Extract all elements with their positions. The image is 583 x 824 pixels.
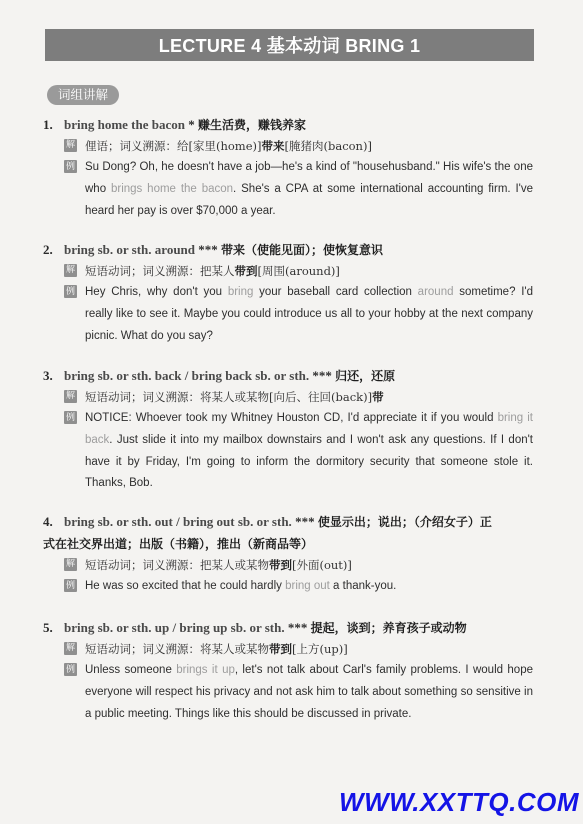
example-badge-icon: 例 (65, 412, 75, 422)
entry-3 (43, 365, 533, 495)
example-text: Su Dong? Oh, he doesn't have a job—he's a kind of "househusband." His wife's the one who (85, 161, 533, 195)
gloss-text: 短语动词；词义溯源：将某人或某物 (85, 642, 269, 656)
example-text: , let's not talk about Carl's family problems. I would hope everyone will respect his privacy and not ask him to talk about something so sensitive in a public meeting. Things like this should be discussed in private. (85, 664, 533, 720)
gloss-text: 短语动词；词义溯源：把某人或某物 (85, 558, 269, 572)
gloss-text: [外面(out)] (292, 558, 352, 572)
entry-example (43, 660, 533, 725)
gloss-bold: 带到 (269, 642, 292, 656)
example-text: . Just slide it into my mailbox downstairs and I won't ask any questions. If I don't have it by Friday, I'm going to inform the dormitory security that someone stole it. Thanks, Bob. (85, 433, 533, 490)
entry-number: 4. (43, 514, 53, 529)
gloss-text: 短语动词；词义溯源：把某人 (85, 264, 235, 278)
example-text: sometime? I'd really like to see it. Maybe you could introduce us all to your hobby at the next company picnic. What do you say? (85, 286, 534, 342)
entry-5 (43, 617, 533, 725)
entry-meaning: 提起，谈到；养育孩子或动物 (310, 621, 467, 635)
entry-heading (43, 365, 533, 387)
site-watermark: WWW.XXTTQ.COM (339, 787, 579, 817)
entry-meaning: 归还，还原 (335, 369, 396, 383)
example-text: Hey Chris, why don't you (85, 286, 228, 298)
example-highlight: bring it back (85, 412, 533, 446)
entry-example (43, 157, 533, 222)
example-highlight: brings it up (176, 664, 235, 676)
gloss-text: [上方(up)] (292, 642, 348, 656)
frequency-stars: *** (312, 368, 332, 383)
entry-gloss (43, 555, 533, 576)
example-badge-icon: 例 (65, 580, 75, 590)
frequency-stars: *** (287, 620, 308, 635)
entry-number: 5. (43, 620, 53, 635)
entry-phrase: bring home the bacon (64, 117, 185, 132)
example-text: NOTICE: Whoever took my Whitney Houston CD, I'd appreciate it if you would (85, 412, 498, 424)
entry-gloss (43, 261, 533, 282)
example-highlight: around (417, 286, 454, 298)
explain-badge-icon: 解 (65, 140, 75, 150)
gloss-text: [腌猪肉(bacon)] (284, 139, 372, 153)
example-text: He was so excited that he could hardly (85, 580, 286, 592)
entry-number: 2. (43, 242, 53, 257)
gloss-bold: 带到 (269, 558, 292, 572)
explain-badge-icon: 解 (65, 643, 75, 653)
entry-meaning: 使显示出；说出；（介绍女子）正 (317, 515, 492, 529)
entry-heading (43, 239, 533, 261)
gloss-bold: 带 (372, 390, 384, 404)
entry-number: 3. (43, 368, 53, 383)
lecture-title: LECTURE 4 基本动词 BRING 1 (158, 36, 421, 56)
entry-gloss (43, 387, 533, 408)
lecture-title-bar (45, 29, 534, 61)
frequency-stars: *** (198, 242, 218, 257)
entry-1 (43, 114, 533, 222)
entry-gloss (43, 136, 533, 157)
frequency-stars: * (188, 117, 195, 132)
section-tag: 词组讲解 (47, 85, 119, 105)
example-badge-icon: 例 (65, 286, 75, 296)
entry-example (43, 282, 533, 347)
entry-gloss (43, 639, 533, 660)
gloss-bold: 带到 (234, 264, 258, 278)
example-text: . She's a CPA at some international accounting firm. I've heard her pay is over $70,000 a year. (85, 182, 534, 217)
example-text: Unless someone (85, 664, 177, 676)
example-badge-icon: 例 (65, 664, 75, 674)
entry-meaning: 赚生活费，赚钱养家 (197, 118, 306, 132)
entry-phrase: bring sb. or sth. around (64, 242, 196, 257)
entry-number: 1. (43, 117, 53, 132)
explain-badge-icon: 解 (65, 559, 75, 569)
example-text: a thank-you. (329, 580, 397, 592)
entry-example (43, 576, 533, 598)
entry-4 (43, 511, 533, 598)
explain-badge-icon: 解 (65, 391, 75, 401)
entry-heading (43, 114, 533, 136)
entry-phrase: bring sb. or sth. out / bring out sb. or sth. (64, 514, 292, 529)
entry-meaning: 带来（使能见面）；使恢复意识 (221, 243, 384, 257)
entry-heading (43, 511, 533, 555)
frequency-stars: *** (295, 514, 315, 529)
entry-phrase: bring sb. or sth. up / bring up sb. or sth. (64, 620, 285, 635)
entry-meaning-continued: 式在社交界出道；出版（书籍），推出（新商品等） (43, 537, 314, 551)
example-highlight: bring out (285, 580, 330, 592)
gloss-text: 俚语；词义溯源：给[家里(home)] (85, 139, 262, 153)
example-highlight: bring (227, 286, 254, 298)
entry-phrase: bring sb. or sth. back / bring back sb. or sth. (64, 368, 310, 383)
entry-heading (43, 617, 533, 639)
example-badge-icon: 例 (65, 161, 75, 171)
entry-2 (43, 239, 533, 347)
entry-example (43, 408, 533, 495)
explain-badge-icon: 解 (65, 265, 75, 275)
gloss-text: [周围(around)] (257, 264, 340, 278)
gloss-text: 短语动词；词义溯源：将某人或某物[向后、往回(back)] (85, 390, 373, 404)
example-highlight: brings home the bacon (110, 182, 234, 195)
gloss-bold: 带来 (261, 139, 285, 153)
example-text: your baseball card collection (253, 286, 418, 298)
